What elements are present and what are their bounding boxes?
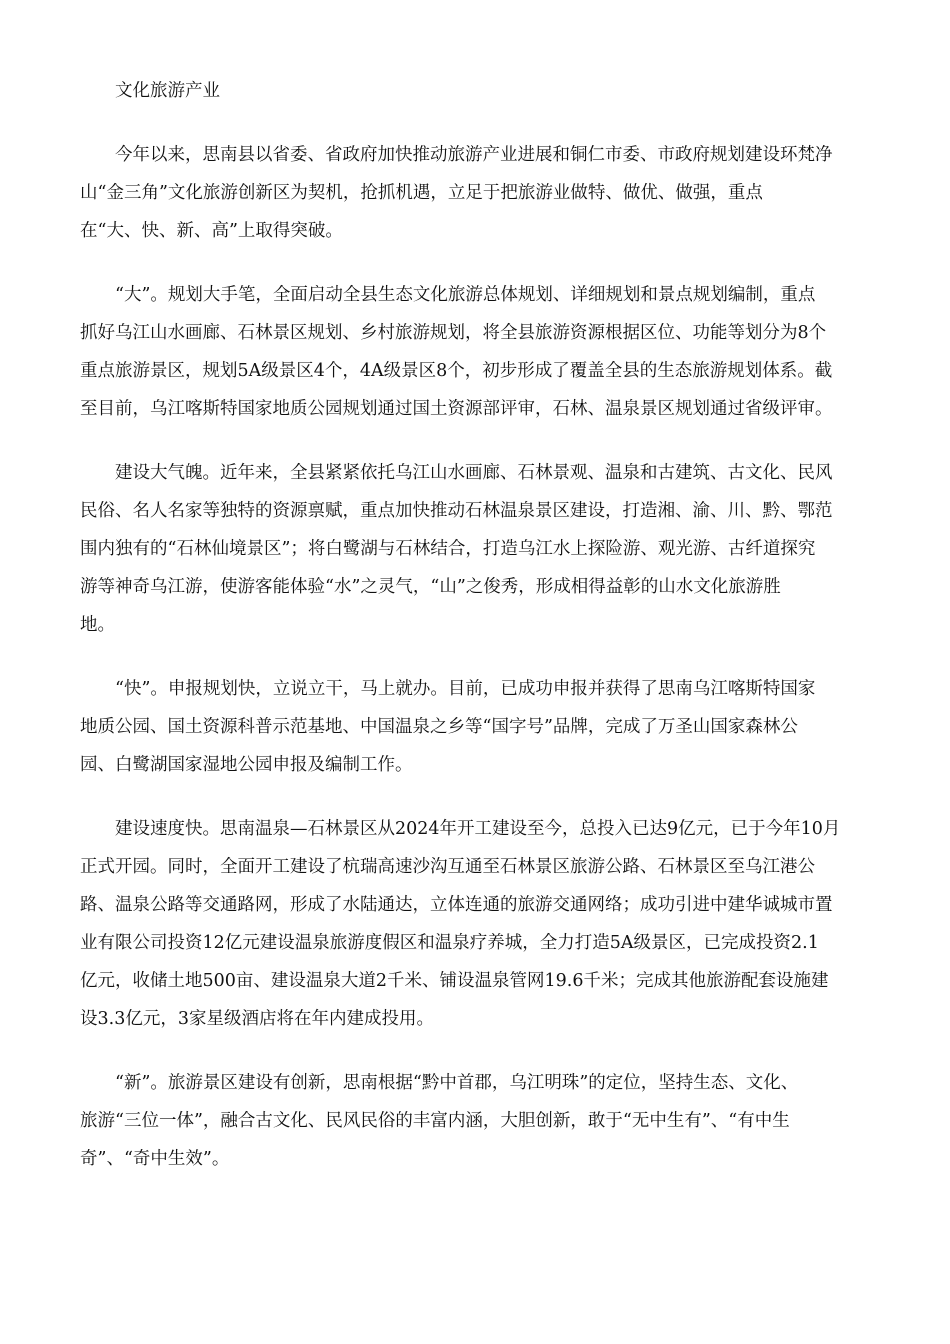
- paragraph-line: 园、白鹭湖国家湿地公园申报及编制工作。: [80, 755, 413, 775]
- paragraph-line: 至目前，乌江喀斯特国家地质公园规划通过国土资源部评审，石林、温泉景区规划通过省级评审。: [80, 399, 833, 419]
- paragraph-intro: [80, 136, 870, 250]
- paragraph-kuai: [80, 670, 870, 784]
- paragraph-line: “新”。旅游景区建设有创新，思南根据“黔中首郡，乌江明珠”的定位，坚持生态、文化、: [115, 1073, 799, 1093]
- paragraph-line: 围内独有的“石林仙境景区”；将白鹭湖与石林结合，打造乌江水上探险游、观光游、古纤道探究: [80, 539, 816, 559]
- paragraph-line: “大”。规划大手笔，全面启动全县生态文化旅游总体规划、详细规划和景点规划编制，重点: [115, 285, 816, 305]
- paragraph-da: [80, 276, 870, 428]
- paragraph-line: 亿元，收储土地500亩、建设温泉大道2千米、铺设温泉管网19.6千米；完成其他旅游配套设施建: [80, 971, 829, 991]
- paragraph-line: 旅游“三位一体”，融合古文化、民风民俗的丰富内涵，大胆创新，敢于“无中生有”、“有中生: [80, 1111, 790, 1131]
- paragraph-line: 路、温泉公路等交通路网，形成了水陆通达，立体连通的旅游交通网络；成功引进中建华诚城市置: [80, 895, 833, 915]
- paragraph-line: 地。: [80, 615, 115, 635]
- paragraph-line: 奇”、“奇中生效”。: [80, 1149, 230, 1169]
- paragraph-line: 重点旅游景区，规划5A级景区4个，4A级景区8个，初步形成了覆盖全县的生态旅游规划体系。截: [80, 361, 833, 381]
- paragraph-line: 建设大气魄。近年来，全县紧紧依托乌江山水画廊、石林景观、温泉和古建筑、古文化、民风: [115, 463, 833, 483]
- paragraph-line: 地质公园、国土资源科普示范基地、中国温泉之乡等“国字号”品牌，完成了万圣山国家森林公: [80, 717, 798, 737]
- paragraph-line: “快”。申报规划快，立说立干，马上就办。目前，已成功申报并获得了思南乌江喀斯特国家: [115, 679, 816, 699]
- paragraph-line: 在“大、快、新、高”上取得突破。: [80, 221, 343, 241]
- paragraph-line: 游等神奇乌江游，使游客能体验“水”之灵气，“山”之俊秀，形成相得益彰的山水文化旅游胜: [80, 577, 781, 597]
- paragraph-line: 山“金三角”文化旅游创新区为契机，抢抓机遇，立足于把旅游业做特、做优、做强，重点: [80, 183, 763, 203]
- paragraph-line: 建设速度快。思南温泉—石林景区从2024年开工建设至今，总投入已达9亿元，已于今年10月: [115, 819, 841, 839]
- document-page: [80, 72, 870, 1204]
- paragraph-line: 正式开园。同时，全面开工建设了杭瑞高速沙沟互通至石林景区旅游公路、石林景区至乌江港公: [80, 857, 815, 877]
- paragraph-line: 民俗、名人名家等独特的资源禀赋，重点加快推动石林温泉景区建设，打造湘、渝、川、黔、鄂范: [80, 501, 833, 521]
- document-title: 文化旅游产业: [115, 81, 220, 101]
- paragraph-line: 业有限公司投资12亿元建设温泉旅游度假区和温泉疗养城，全力打造5A级景区，已完成投资2.1: [80, 933, 819, 953]
- paragraph-line: 设3.3亿元，3家星级酒店将在年内建成投用。: [80, 1009, 434, 1029]
- paragraph-xin: [80, 1064, 870, 1178]
- paragraph-line: 抓好乌江山水画廊、石林景区规划、乡村旅游规划，将全县旅游资源根据区位、功能等划分为8个: [80, 323, 827, 343]
- paragraph-line: 今年以来，思南县以省委、省政府加快推动旅游产业进展和铜仁市委、市政府规划建设环梵净: [115, 145, 833, 165]
- paragraph-construction-speed: [80, 810, 870, 1038]
- paragraph-construction-scale: [80, 454, 870, 644]
